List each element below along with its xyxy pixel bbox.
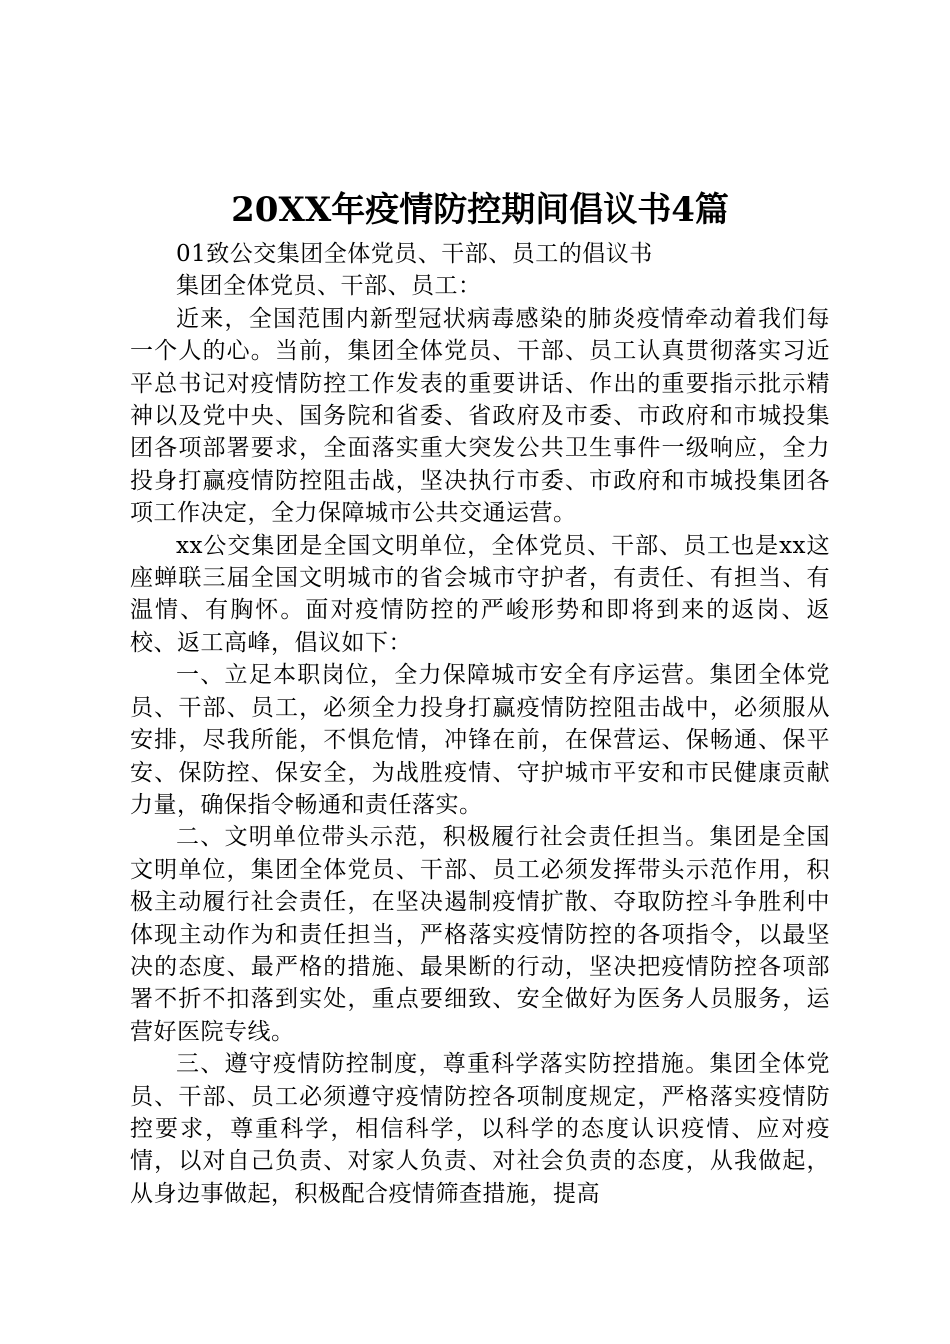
paragraph-item-one: 一、立足本职岗位，全力保障城市安全有序运营。集团全体党员、干部、员工，必须全力投身打赢疫情防控阻击战中，必须服从安排，尽我所能，不惧危情，冲锋在前，在保营运、保畅通、保平安、保防控、保安全，为战胜疫情、守护城市平安和市民健康贡献力量，确保指令畅通和责任落实。 — [130, 662, 830, 818]
document-body — [130, 238, 830, 1210]
paragraph-item-two: 二、文明单位带头示范，积极履行社会责任担当。集团是全国文明单位，集团全体党员、干部、员工必须发挥带头示范作用，积极主动履行社会责任，在坚决遏制疫情扩散、夺取防控斗争胜利中体现主动作为和责任担当，严格落实疫情防控的各项指令，以最坚决的态度、最严格的措施、最果断的行动，坚决把疫情防控各项部署不折不扣落到实处，重点要细致、安全做好为医务人员服务，运营好医院专线。 — [130, 824, 830, 1045]
paragraph-item-three: 三、遵守疫情防控制度，尊重科学落实防控措施。集团全体党员、干部、员工必须遵守疫情防控各项制度规定，严格落实疫情防控要求，尊重科学，相信科学，以科学的态度认识疫情、应对疫情，以对自己负责、对家人负责、对社会负责的态度，从我做起，从身边事做起，积极配合疫情筛查措施，提高 — [130, 1051, 830, 1207]
paragraph-heading: 01致公交集团全体党员、干部、员工的倡议书 — [176, 241, 653, 267]
paragraph-context: xx公交集团是全国文明单位，全体党员、干部、员工也是xx这座蝉联三届全国文明城市的省会城市守护者，有责任、有担当、有温情、有胸怀。面对疫情防控的严峻形势和即将到来的返岗、返校、返工高峰，倡议如下： — [130, 532, 830, 656]
document-title: 20XX年疫情防控期间倡议书4篇 — [231, 190, 729, 230]
paragraph-intro: 近来，全国范围内新型冠状病毒感染的肺炎疫情牵动着我们每一个人的心。当前，集团全体党员、干部、员工认真贯彻落实习近平总书记对疫情防控工作发表的重要讲话、作出的重要指示批示精神以及党中央、国务院和省委、省政府及市委、市政府和市城投集团各项部署要求，全面落实重大突发公共卫生事件一级响应，全力投身打赢疫情防控阻击战，坚决执行市委、市政府和市城投集团各项工作决定，全力保障城市公共交通运营。 — [130, 305, 830, 527]
paragraph-salutation: 集团全体党员、干部、员工： — [176, 273, 482, 300]
